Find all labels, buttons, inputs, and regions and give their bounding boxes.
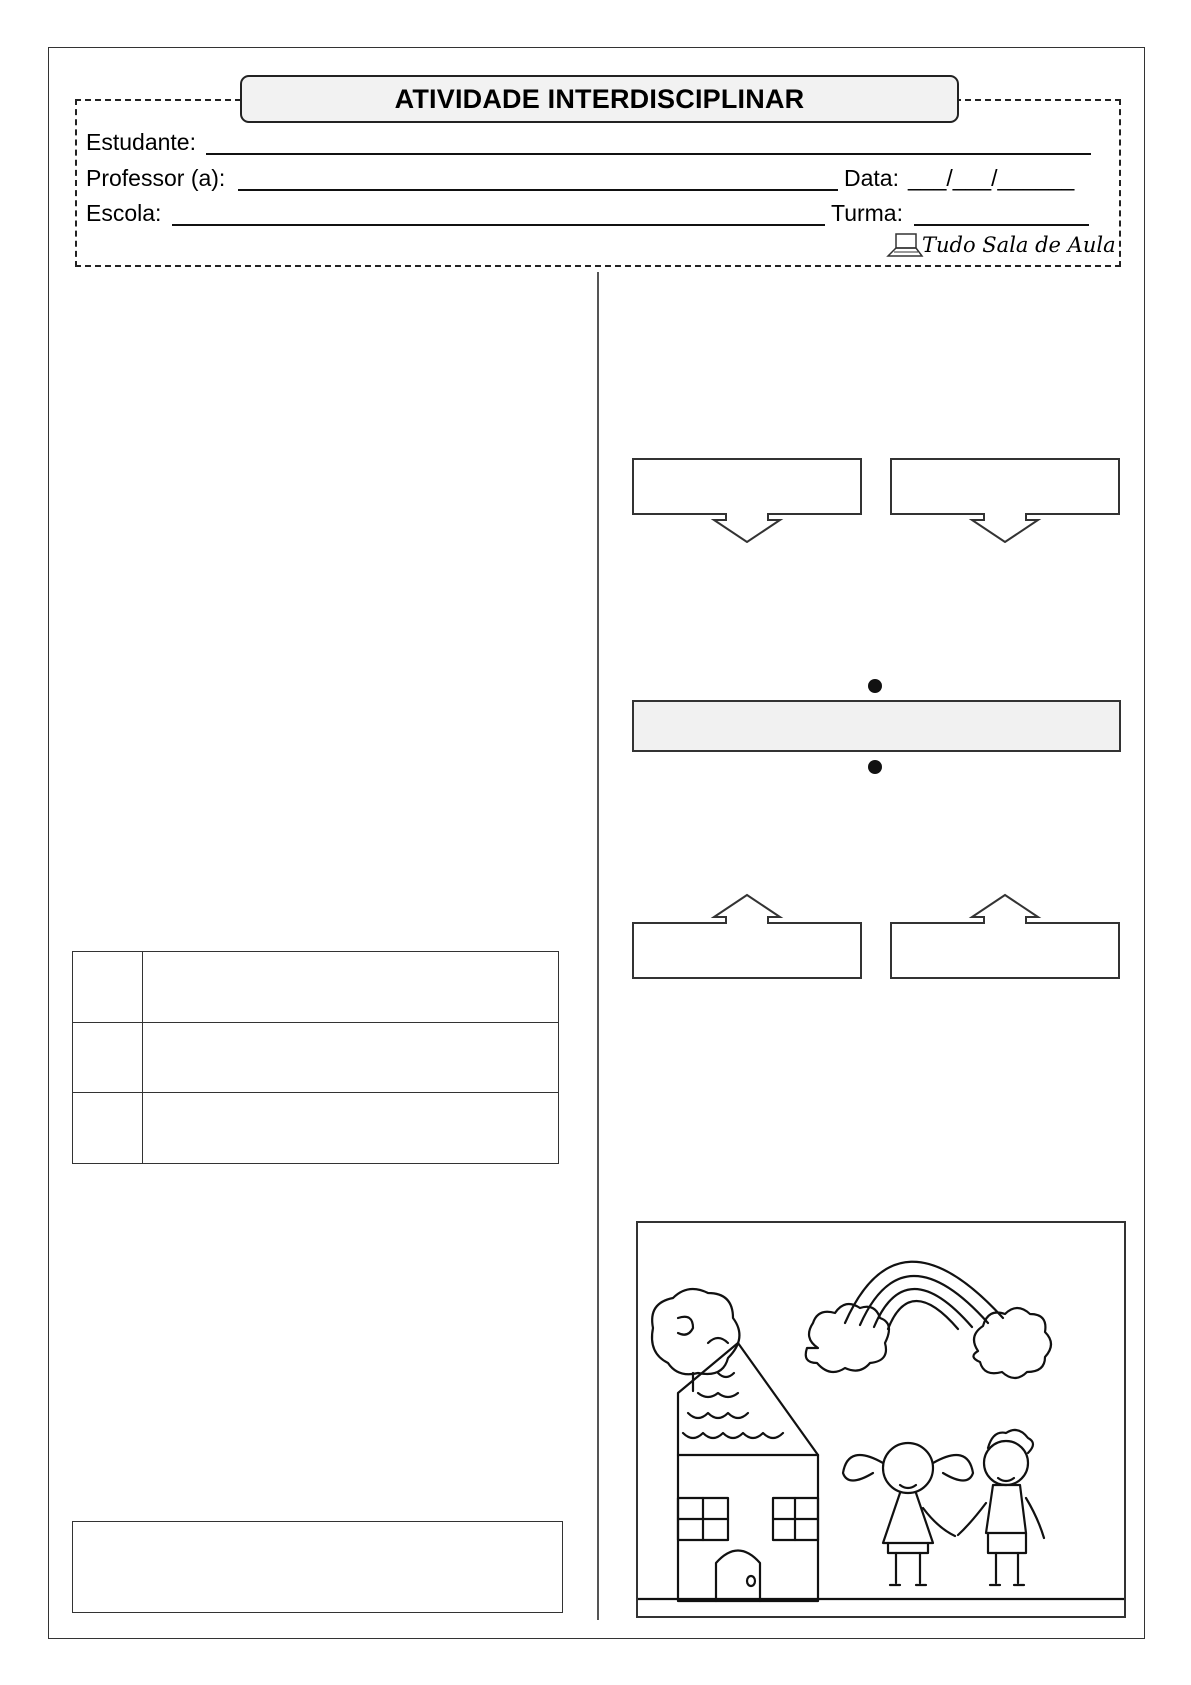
answer-table <box>72 951 559 1164</box>
table-row[interactable] <box>73 952 558 1023</box>
box-arrow-down-right[interactable] <box>890 458 1120 543</box>
page-title: ATIVIDADE INTERDISCIPLINAR <box>240 75 959 123</box>
bullet-dot <box>868 760 882 774</box>
brand-text: Tudo Sala de Aula <box>922 233 1116 257</box>
coloring-picture <box>636 1221 1126 1618</box>
student-field[interactable] <box>206 153 1091 155</box>
school-field[interactable] <box>172 224 825 226</box>
teacher-field[interactable] <box>238 189 838 191</box>
box-arrow-down-left[interactable] <box>632 458 862 543</box>
table-column-divider <box>142 952 143 1163</box>
student-label: Estudante: <box>86 129 196 155</box>
school-label: Escola: <box>86 200 162 226</box>
column-divider <box>597 272 599 1620</box>
rainbow-icon <box>806 1262 1051 1378</box>
house-icon <box>678 1343 818 1601</box>
date-label: Data: <box>844 165 899 191</box>
teacher-label: Professor (a): <box>86 165 226 191</box>
class-field[interactable] <box>914 224 1089 226</box>
answer-box[interactable] <box>72 1521 563 1613</box>
box-arrow-up-right[interactable] <box>890 893 1120 979</box>
table-row[interactable] <box>73 1022 558 1093</box>
tree-icon <box>652 1289 739 1391</box>
table-row[interactable] <box>73 1093 558 1163</box>
arrow-down-icon <box>633 459 861 542</box>
bullet-dot <box>868 679 882 693</box>
date-field[interactable]: ___/___/______ <box>908 165 1075 191</box>
center-bar[interactable] <box>632 700 1121 752</box>
arrow-up-icon <box>633 895 861 978</box>
arrow-down-icon <box>891 459 1119 542</box>
arrow-up-icon <box>891 895 1119 978</box>
boy-icon <box>958 1430 1044 1585</box>
box-arrow-up-left[interactable] <box>632 893 862 979</box>
laptop-icon <box>884 232 924 258</box>
girl-icon <box>843 1443 973 1585</box>
class-label: Turma: <box>831 200 903 226</box>
